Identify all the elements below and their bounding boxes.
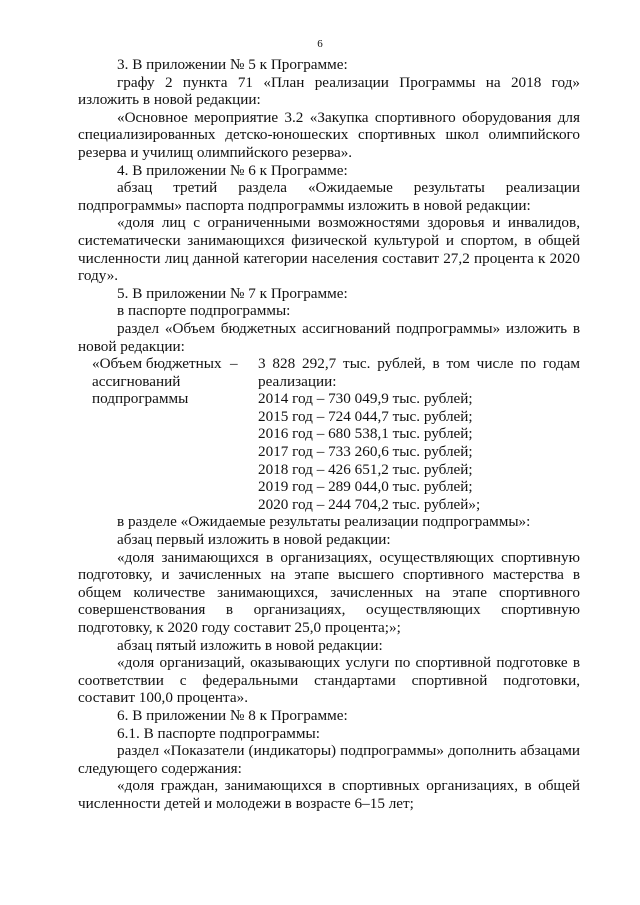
- funding-year-2019: 2019 год – 289 044,0 тыс. рублей;: [258, 478, 473, 496]
- section-4-paragraph-1: абзац третий раздела «Ожидаемые результаты реализации подпрограммы» паспорта подпрограммы изложить в новой редакции:: [78, 179, 580, 214]
- section-3-heading: 3. В приложении № 5 к Программе:: [117, 56, 348, 73]
- funding-year-2020: 2020 год – 244 704,2 тыс. рублей»;: [258, 495, 481, 513]
- section-3-paragraph-2: «Основное мероприятие 3.2 «Закупка спортивного оборудования для специализированных детско-юношеских спортивных школ олимпийского резерва и училищ олимпийского резерва».: [78, 108, 580, 161]
- section-6-paragraph-1: раздел «Показатели (индикаторы) подпрограммы» дополнить абзацами следующего содержания:: [78, 742, 580, 777]
- section-6-paragraph-2: «доля граждан, занимающихся в спортивных организациях, в общей численности детей и молодежи в возрасте 6–15 лет;: [78, 777, 580, 812]
- section-4-heading: 4. В приложении № 6 к Программе:: [117, 161, 348, 179]
- section-3-paragraph-1: графу 2 пункта 71 «План реализации Программы на 2018 год» изложить в новой редакции:: [78, 73, 580, 109]
- section-5-first-paragraph: абзац первый изложить в новой редакции:: [117, 531, 391, 549]
- funding-year-2018: 2018 год – 426 651,2 тыс. рублей;: [258, 460, 473, 478]
- section-5-passport: в паспорте подпрограммы:: [117, 302, 291, 320]
- section-5-paragraph-3: «доля организаций, оказывающих услуги по спортивной подготовке в соответствии с федеральными стандартами спортивной подготовки, составит 100,0 процента».: [78, 654, 580, 707]
- funding-row: [78, 355, 580, 513]
- funding-label: «Объем бюджетных ассигнований подпрограммы: [92, 355, 222, 408]
- funding-table: [78, 355, 580, 513]
- funding-total: 3 828 292,7 тыс. рублей, в том числе по годам реализации:: [258, 355, 580, 390]
- section-6-heading: 6. В приложении № 8 к Программе:: [117, 706, 348, 724]
- section-5-fifth-paragraph: абзац пятый изложить в новой редакции:: [117, 636, 383, 654]
- section-5-paragraph-2: «доля занимающихся в организациях, осуществляющих спортивную подготовку, и зачисленных на этапе высшего спортивного мастерства в общем количестве занимающихся, зачисленных на этапе спортивного совершенствования в организациях, осуществляющих спортивную подготовку, к 2020 году составит 25,0 процента;»;: [78, 548, 580, 636]
- document-body: [78, 56, 580, 813]
- funding-dash: –: [230, 355, 238, 373]
- funding-year-2016: 2016 год – 680 538,1 тыс. рублей;: [258, 425, 473, 443]
- funding-year-2014: 2014 год – 730 049,9 тыс. рублей;: [258, 390, 473, 408]
- section-5-heading: 5. В приложении № 7 к Программе:: [117, 284, 348, 302]
- funding-year-2015: 2015 год – 724 044,7 тыс. рублей;: [258, 407, 473, 425]
- section-5-results-section: в разделе «Ожидаемые результаты реализации подпрограммы»:: [117, 513, 531, 531]
- funding-values: [258, 355, 580, 513]
- page-number: 6: [317, 38, 323, 50]
- section-5-paragraph-1: раздел «Объем бюджетных ассигнований подпрограммы» изложить в новой редакции:: [78, 319, 580, 355]
- funding-year-2017: 2017 год – 733 260,6 тыс. рублей;: [258, 443, 473, 461]
- section-6-subheading: 6.1. В паспорте подпрограммы:: [117, 724, 320, 742]
- section-4-paragraph-2: «доля лиц с ограниченными возможностями здоровья и инвалидов, систематически занимающихся физической культурой и спортом, в общей численности лиц данной категории населения составит 27,2 процента к 2020 году».: [78, 214, 580, 285]
